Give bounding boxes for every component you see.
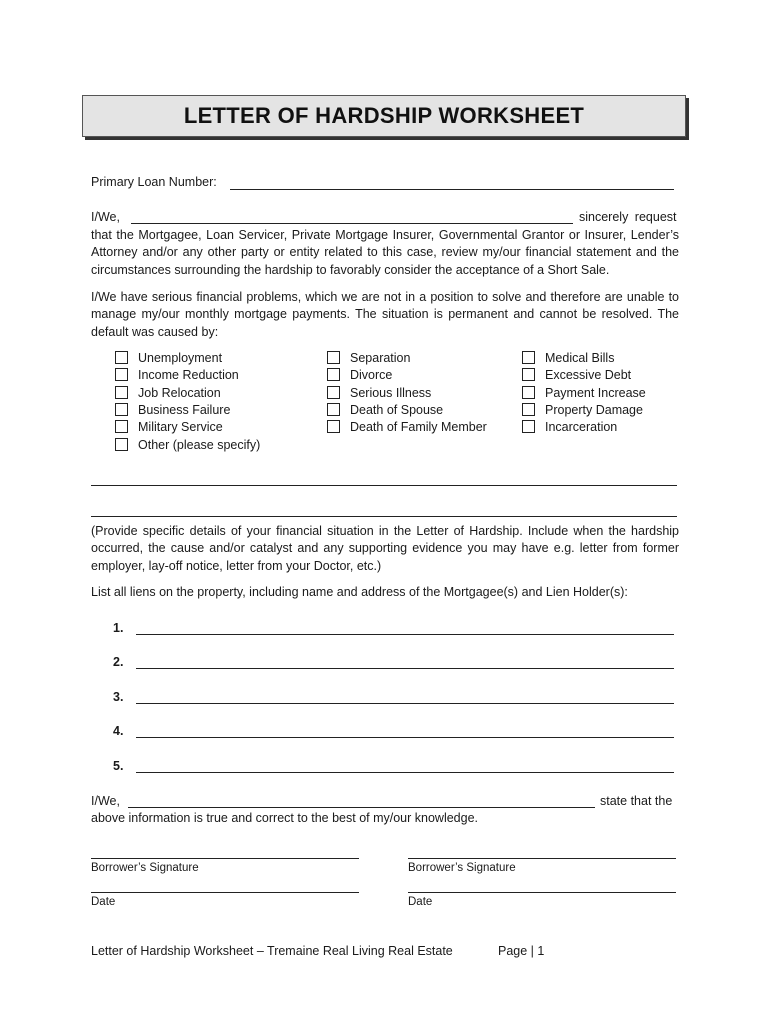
lien-line-1[interactable] — [136, 634, 674, 635]
attest-name-field[interactable] — [128, 807, 595, 808]
left-date-line[interactable] — [91, 892, 359, 893]
checkbox-job-relocation[interactable] — [115, 384, 221, 401]
right-signature-line[interactable] — [408, 858, 676, 859]
lien-number: 3. — [113, 690, 124, 704]
checkbox-label: Unemployment — [138, 350, 223, 365]
checkbox-label: Job Relocation — [138, 385, 221, 400]
checkbox-icon[interactable] — [327, 420, 340, 433]
checkbox-icon[interactable] — [522, 351, 535, 364]
checkbox-label: Death of Family Member — [350, 419, 487, 434]
lien-number: 2. — [113, 655, 124, 669]
hardship-paragraph: I/We have serious financial problems, which we are not in a position to solve and therefore are unable to manage my/our monthly mortgage payments. The situation is permanent and cannot be resolved. The default was caused by: — [91, 290, 679, 339]
checkbox-divorce[interactable] — [327, 366, 392, 383]
checkbox-icon[interactable] — [115, 403, 128, 416]
checkbox-label: Payment Increase — [545, 385, 646, 400]
right-date-label: Date — [408, 896, 433, 908]
request-paragraph: that the Mortgagee, Loan Servicer, Private Mortgage Insurer, Governmental Grantor or Insurer, Lender’s Attorney and/or any other party or entity related to this case, review my/our financial statement and the circumstances surrounding the hardship to favorably consider the acceptance of a Short Sale. — [91, 228, 679, 277]
checkbox-other[interactable] — [115, 436, 260, 453]
checkbox-icon[interactable] — [115, 386, 128, 399]
title-box — [82, 95, 686, 137]
checkbox-icon[interactable] — [327, 368, 340, 381]
lien-number: 1. — [113, 621, 124, 635]
other-specify-line-1[interactable] — [91, 485, 677, 486]
checkbox-separation[interactable] — [327, 349, 410, 366]
checkbox-label: Property Damage — [545, 402, 643, 417]
checkbox-label: Business Failure — [138, 402, 231, 417]
checkbox-icon[interactable] — [327, 386, 340, 399]
lien-line-4[interactable] — [136, 737, 674, 738]
checkbox-label: Medical Bills — [545, 350, 615, 365]
liens-label: List all liens on the property, including name and address of the Mortgagee(s) and Lien Holder(s): — [91, 585, 628, 599]
loan-number-label: Primary Loan Number: — [91, 175, 217, 189]
checkbox-label: Serious Illness — [350, 385, 432, 400]
checkbox-label: Divorce — [350, 367, 393, 382]
checkbox-serious-illness[interactable] — [327, 384, 431, 401]
checkbox-label: Incarceration — [545, 419, 618, 434]
sincerely-request-text: sincerely request — [579, 210, 677, 224]
iwe-name-field[interactable] — [131, 223, 573, 224]
state-that-text: state that the — [600, 794, 673, 808]
page-title: LETTER OF HARDSHIP WORKSHEET — [183, 103, 585, 128]
checkbox-business-failure[interactable] — [115, 401, 230, 418]
lien-number: 5. — [113, 759, 124, 773]
checkbox-label: Other (please specify) — [138, 437, 261, 452]
checkbox-icon[interactable] — [522, 403, 535, 416]
left-date-label: Date — [91, 896, 116, 908]
attest-iwe-label: I/We, — [91, 794, 120, 808]
other-specify-line-2[interactable] — [91, 516, 677, 517]
details-paragraph: (Provide specific details of your financial situation in the Letter of Hardship. Include when the hardship occurred, the cause and/or catalyst and any supporting evidence you may have e.g. letter from former employer, lay-off notice, letter from your Doctor, etc.) — [91, 524, 679, 573]
checkbox-icon[interactable] — [115, 368, 128, 381]
page-number: Page | 1 — [498, 944, 545, 958]
checkbox-property-damage[interactable] — [522, 401, 643, 418]
iwe-label: I/We, — [91, 210, 120, 224]
checkbox-excessive-debt[interactable] — [522, 366, 631, 383]
checkbox-icon[interactable] — [115, 438, 128, 451]
checkbox-death-of-family-member[interactable] — [327, 418, 487, 435]
footer-text: Letter of Hardship Worksheet – Tremaine Real Living Real Estate — [91, 944, 453, 958]
checkbox-incarceration[interactable] — [522, 418, 617, 435]
right-date-line[interactable] — [408, 892, 676, 893]
lien-line-5[interactable] — [136, 772, 674, 773]
lien-line-2[interactable] — [136, 668, 674, 669]
checkbox-payment-increase[interactable] — [522, 384, 646, 401]
checkbox-icon[interactable] — [115, 351, 128, 364]
checkbox-icon[interactable] — [115, 420, 128, 433]
lien-number: 4. — [113, 724, 124, 738]
checkbox-unemployment[interactable] — [115, 349, 222, 366]
checkbox-label: Separation — [350, 350, 411, 365]
lien-line-3[interactable] — [136, 703, 674, 704]
checkbox-label: Military Service — [138, 419, 223, 434]
checkbox-military-service[interactable] — [115, 418, 223, 435]
loan-number-field[interactable] — [230, 189, 674, 190]
left-signature-label: Borrower’s Signature — [91, 862, 199, 874]
checkbox-icon[interactable] — [327, 403, 340, 416]
checkbox-icon[interactable] — [522, 420, 535, 433]
checkbox-death-of-spouse[interactable] — [327, 401, 443, 418]
right-signature-label: Borrower’s Signature — [408, 862, 516, 874]
checkbox-icon[interactable] — [327, 351, 340, 364]
checkbox-income-reduction[interactable] — [115, 366, 239, 383]
checkbox-medical-bills[interactable] — [522, 349, 614, 366]
checkbox-label: Income Reduction — [138, 367, 239, 382]
checkbox-icon[interactable] — [522, 368, 535, 381]
attest-line: above information is true and correct to the best of my/our knowledge. — [91, 811, 479, 825]
checkbox-icon[interactable] — [522, 386, 535, 399]
checkbox-label: Excessive Debt — [545, 367, 632, 382]
left-signature-line[interactable] — [91, 858, 359, 859]
checkbox-label: Death of Spouse — [350, 402, 444, 417]
